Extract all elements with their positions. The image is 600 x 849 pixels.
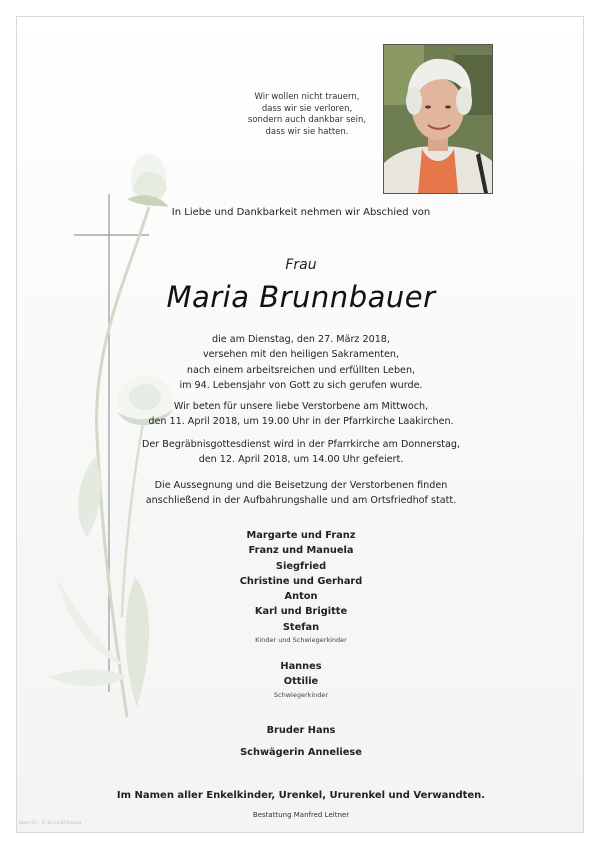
mourner-name: Anton xyxy=(284,591,318,603)
burial-notice xyxy=(61,478,541,509)
notice-line: den 11. April 2018, um 19.00 Uhr in der Pfarrkirche Laakirchen. xyxy=(148,416,454,428)
mourner-name: Siegfried xyxy=(275,560,327,572)
notice-line: Wir beten für unsere liebe Verstorbene am Mittwoch, xyxy=(173,401,429,412)
death-notice xyxy=(61,332,541,394)
mourner-brother: Bruder Hans xyxy=(266,725,336,736)
mourner-name: Ottilie xyxy=(283,676,319,688)
mourners-children xyxy=(151,528,451,645)
quote-line: Wir wollen nicht trauern, xyxy=(254,92,360,102)
prayer-notice xyxy=(61,399,541,430)
portrait-photo xyxy=(383,44,493,194)
quote-line: sondern auch dankbar sein, xyxy=(247,115,367,126)
closing-line: Im Namen aller Enkelkinder, Urenkel, Ururenkel und Verwandten. xyxy=(116,790,486,801)
funeral-home: Bestattung Manfred Leitner xyxy=(252,811,350,819)
mourner-name: Christine und Gerhard xyxy=(239,575,363,587)
notice-line: versehen mit den heiligen Sakramenten, xyxy=(202,349,400,361)
deceased-name: Maria Brunnbauer xyxy=(166,280,436,314)
notice-line: anschließend in der Aufbahrungshalle und am Ortsfriedhof statt. xyxy=(145,495,457,507)
mourner-name: Margarte und Franz xyxy=(246,530,356,541)
mourners-in-laws xyxy=(151,659,451,700)
notice-line: die am Dienstag, den 27. März 2018, xyxy=(212,334,390,345)
obituary-card xyxy=(16,16,584,833)
salutation: Frau xyxy=(285,257,317,273)
notice-line: im 94. Lebensjahr von Gott zu sich gerufen wurde. xyxy=(179,380,423,392)
memorial-quote xyxy=(222,92,392,138)
notice-line: Die Aussegnung und die Beisetzung der Verstorbenen finden xyxy=(154,480,448,491)
quote-line: dass wir sie hatten. xyxy=(265,126,349,137)
mourner-name: Franz und Manuela xyxy=(248,545,354,557)
relation-label: Kinder und Schwiegerkinder xyxy=(255,636,347,645)
quote-line: dass wir sie verloren, xyxy=(261,103,353,114)
notice-line: Der Begräbnisgottesdienst wird in der Pfarrkirche am Donnerstag, xyxy=(142,439,460,450)
mourner-name: Karl und Brigitte xyxy=(254,606,348,618)
mourner-name: Stefan xyxy=(282,621,320,633)
mourner-name: Hannes xyxy=(280,661,322,672)
notice-line: den 12. April 2018, um 14.00 Uhr gefeiert. xyxy=(198,454,404,466)
farewell-intro: In Liebe und Dankbarkeit nehmen wir Abschied von xyxy=(171,207,431,218)
notice-line: nach einem arbeitsreichen und erfüllten Leben, xyxy=(186,364,416,376)
funeral-mass-notice xyxy=(61,437,541,468)
image-credit: Rose 05 - © by Loidl Rosina xyxy=(19,821,82,826)
relation-label: Schwiegerkinder xyxy=(273,690,329,699)
mourner-sister-in-law: Schwägerin Anneliese xyxy=(240,747,362,758)
